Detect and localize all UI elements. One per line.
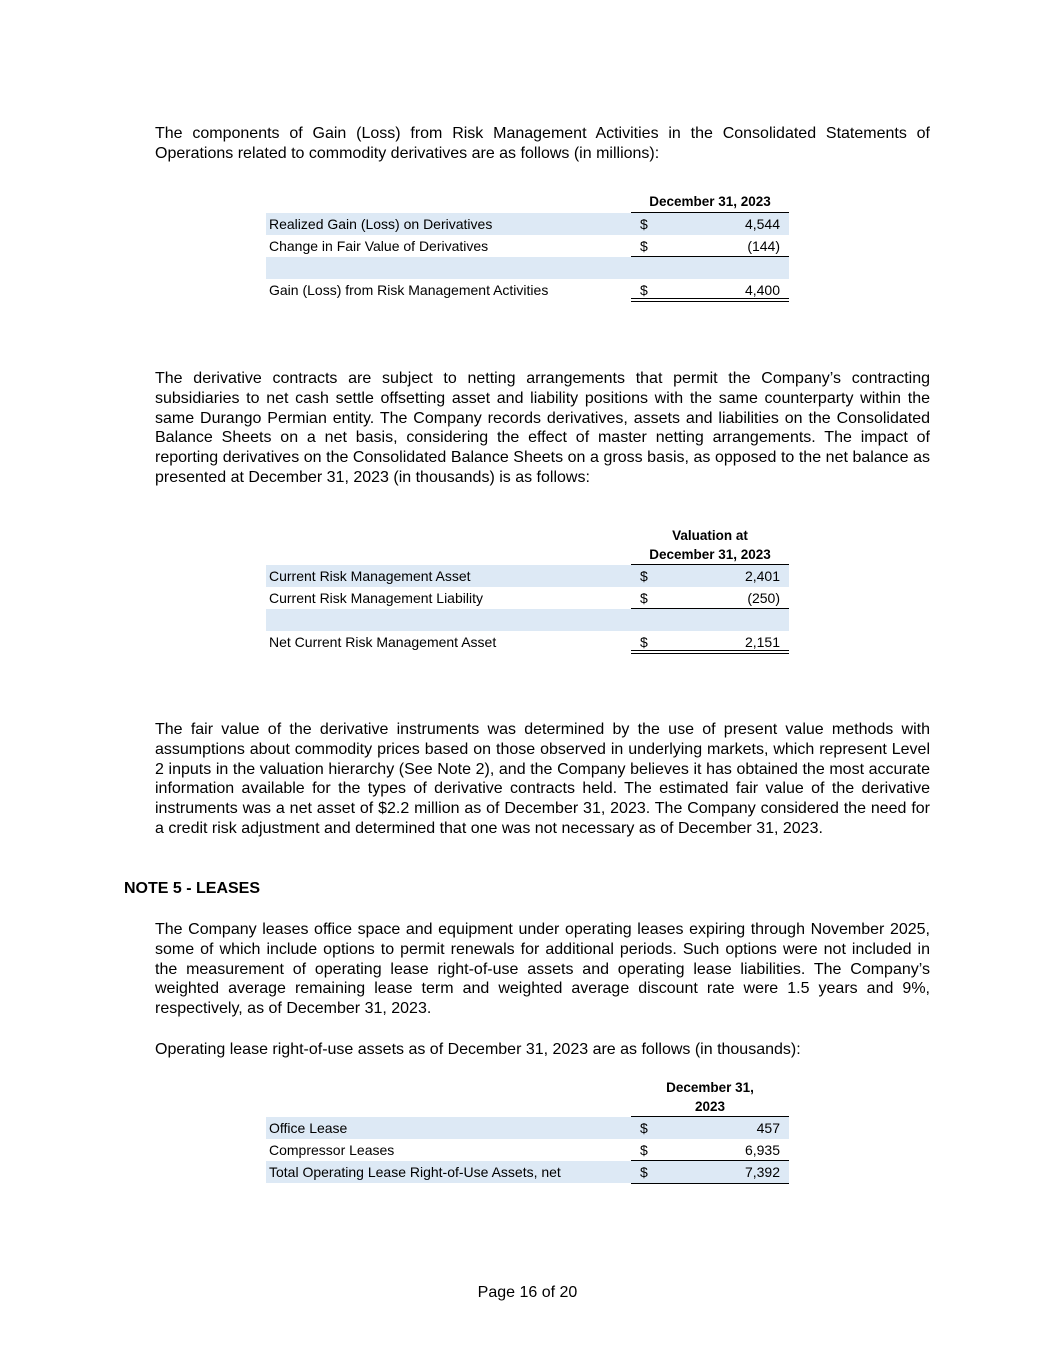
currency-symbol: $: [640, 1164, 648, 1180]
currency-symbol: $: [640, 282, 648, 298]
currency-symbol: $: [640, 634, 648, 650]
currency-symbol: $: [640, 568, 648, 584]
note5-heading: NOTE 5 - LEASES: [124, 880, 261, 897]
blank-row: [266, 609, 789, 631]
currency-symbol: $: [640, 238, 648, 254]
blank-row: [266, 257, 789, 279]
total-value: 2,151: [744, 634, 780, 650]
page-number: Page 16 of 20: [477, 1284, 578, 1301]
currency-symbol: $: [640, 1120, 648, 1136]
table-header-line1: Valuation at: [672, 528, 748, 543]
table-row: [266, 565, 789, 587]
row-label: Office Lease: [269, 1120, 348, 1136]
leases-paragraph: The Company leases office space and equipment under operating leases expiring through November 2025, some of which include options to permit renewals for additional periods. Such options were not included in the measurement of operating lease right-of-use assets and operating lease liabilities. The Company’s weighted average remaining lease term and weighted average discount rate were 1.5 years and 9%, respectively, as of December 31, 2023.: [155, 921, 930, 1018]
table-header-line2: 2023: [694, 1099, 726, 1114]
currency-symbol: $: [640, 590, 648, 606]
currency-symbol: $: [640, 1142, 648, 1158]
total-value: 4,400: [744, 282, 780, 298]
row-value: 4,544: [744, 216, 780, 232]
row-value: 6,935: [744, 1142, 780, 1158]
row-label: Current Risk Management Liability: [269, 590, 483, 606]
row-value: (144): [747, 238, 780, 254]
total-double-rule: [631, 298, 789, 302]
row-value: (250): [747, 590, 780, 606]
table-row: [266, 1117, 789, 1139]
currency-symbol: $: [640, 216, 648, 232]
netting-paragraph: The derivative contracts are subject to netting arrangements that permit the Company’s contracting subsidiaries to net cash settle offsetting asset and liability positions with the same counterparty within the same Durango Permian entity. The Company records derivatives, assets and liabilities on the Consolidated Balance Sheets on a net basis, considering the effect of master netting arrangements. The impact of reporting derivatives on the Consolidated Balance Sheets on a gross basis, as opposed to the net balance as presented at December 31, 2023 (in thousands) is as follows:: [155, 370, 930, 486]
table-row: [266, 1139, 789, 1161]
row-value: 457: [756, 1120, 780, 1136]
table-row: [266, 235, 789, 257]
total-double-rule: [631, 650, 789, 654]
total-label: Gain (Loss) from Risk Management Activities: [269, 282, 549, 298]
row-label: Change in Fair Value of Derivatives: [269, 238, 489, 254]
table-row: [266, 213, 789, 235]
table-header-line2: December 31, 2023: [649, 547, 771, 562]
table-row: [266, 587, 789, 609]
row-label: Compressor Leases: [269, 1142, 395, 1158]
total-label: Net Current Risk Management Asset: [269, 634, 497, 650]
rou-paragraph: Operating lease right-of-use assets as of December 31, 2023 are as follows (in thousands):: [155, 1041, 801, 1058]
total-label: Total Operating Lease Right-of-Use Assets, net: [269, 1164, 561, 1180]
row-label: Realized Gain (Loss) on Derivatives: [269, 216, 493, 232]
table-header-line1: December 31,: [666, 1080, 754, 1095]
row-value: 2,401: [744, 568, 780, 584]
intro-paragraph: The components of Gain (Loss) from Risk Management Activities in the Consolidated Statements of Operations related to commodity derivatives are as follows (in millions):: [155, 125, 930, 162]
fair-value-paragraph: The fair value of the derivative instruments was determined by the use of present value methods with assumptions about commodity prices based on those observed in underlying markets, which represent Level 2 inputs in the valuation hierarchy (See Note 2), and the Company believes it has obtained the most accurate information available for the types of derivative contracts held. The estimated fair value of the derivative instruments was a net asset of $2.2 million as of December 31, 2023. The Company considered the need for a credit risk adjustment and determined that one was not necessary as of December 31, 2023.: [155, 721, 930, 837]
row-label: Current Risk Management Asset: [269, 568, 471, 584]
bottom-rule: [631, 1183, 789, 1184]
total-row: [266, 1161, 789, 1183]
total-value: 7,392: [744, 1164, 780, 1180]
table-header: December 31, 2023: [649, 194, 771, 209]
